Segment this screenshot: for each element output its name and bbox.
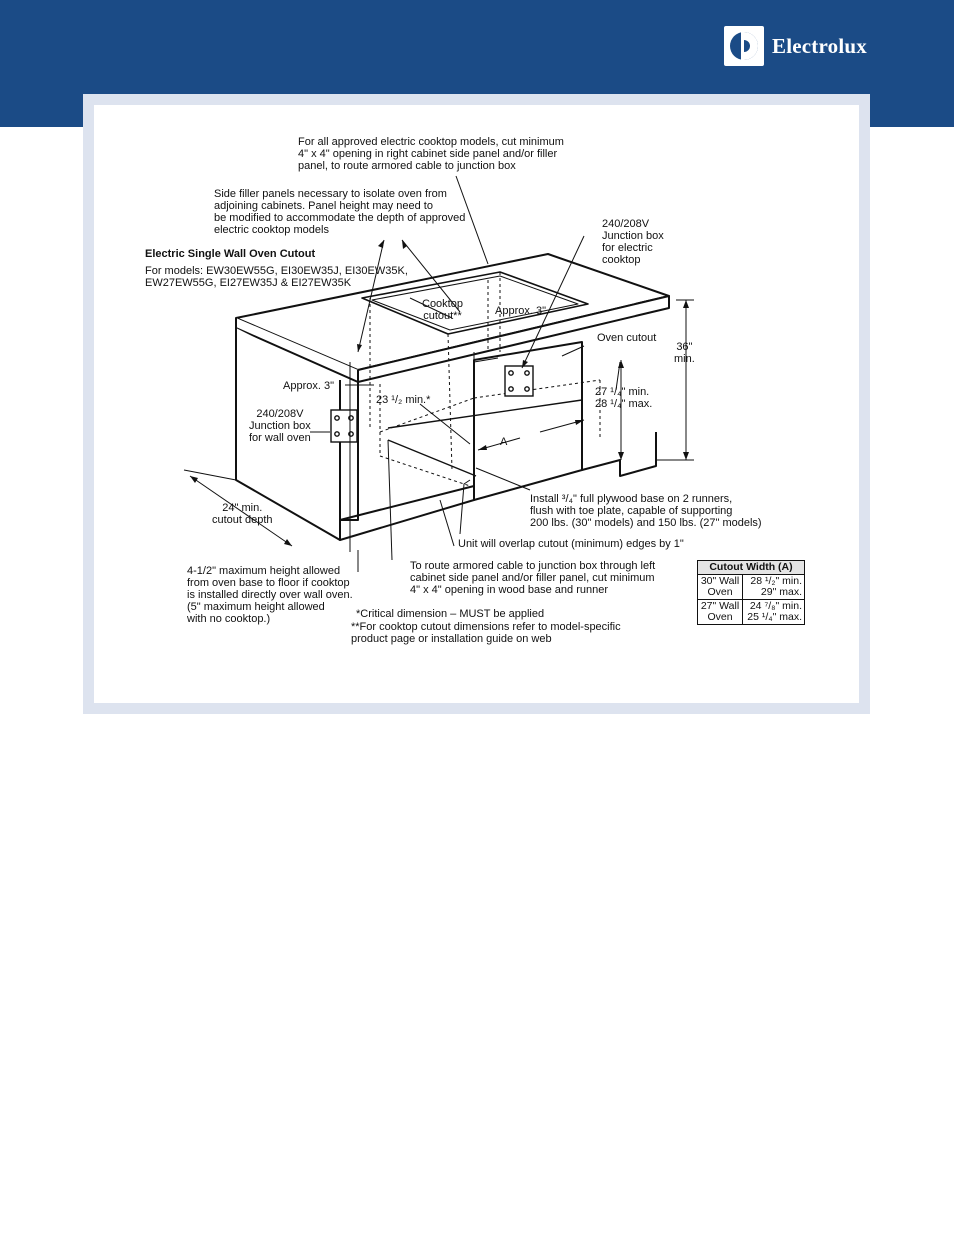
dimension-36-min: 36" min. [674,341,695,365]
table-cell-value: 24 ⁷/₈" min. 25 ¹/₄" max. [743,600,805,625]
callout-cooktop-cutout: Cooktop cutout** [422,298,463,322]
brand-name: Electrolux [772,33,867,58]
callout-approx-3-left: Approx. 3" [283,380,334,392]
callout-side-filler: Side filler panels necessary to isolate oven from adjoining cabinets. Panel height may need to be modified to accommodate the depth of approved electric cooktop models [214,188,466,236]
table-cell-model: 27" Wall Oven [698,600,743,625]
table-cell-value: 28 ¹/₂" min. 29" max. [743,575,805,600]
callout-left-opening: To route armored cable to junction box through left cabinet side panel and/or filler panel, cut minimum 4" x 4" opening in wood base and runner [410,560,656,596]
cutout-table-header: Cutout Width (A) [698,561,805,575]
dimension-depth-23: 23 ¹/₂ min.* [376,394,431,406]
diagram-title: Electric Single Wall Oven Cutout [145,248,316,260]
cooktop-junction-box [505,366,533,396]
callout-overlap: Unit will overlap cutout (minimum) edges by 1" [458,538,684,550]
table-row [698,575,805,600]
callout-oven-cutout: Oven cutout [597,332,657,344]
wall-oven-junction-box [331,410,357,442]
table-cell-model: 30" Wall Oven [698,575,743,600]
callout-right-opening: For all approved electric cooktop models, cut minimum 4" x 4" opening in right cabinet side panel and/or filler panel, to route armored cable to junction box [298,136,564,172]
callout-plywood-base: Install ³/₄" full plywood base on 2 runners, flush with toe plate, capable of supporting 200 lbs. (30" models) and 150 lbs. (27" models) [530,493,762,529]
callout-jbox-wall-oven: 240/208V Junction box for wall oven [249,408,311,444]
diagram-models: For models: EW30EW55G, EI30EW35J, EI30EW35K, EW27EW55G, EI27EW35J & EI27EW35K [145,265,408,289]
dimension-oven-height: 27 ¹/₄" min. 28 ¹/₄" max. [595,386,653,410]
callout-jbox-cooktop: 240/208V Junction box for electric cooktop [602,218,664,266]
callout-max-height: 4-1/2" maximum height allowed from oven base to floor if cooktop is installed directly over wall oven. (5" maximum height allowed with no cooktop.) [187,565,353,625]
dimension-24-min: 24" min. cutout depth [212,502,273,526]
note-cooktop-reference: **For cooktop cutout dimensions refer to model-specific product page or installation guide on web [351,621,621,645]
table-row [698,600,805,625]
cutout-width-table [697,560,805,625]
note-critical: *Critical dimension – MUST be applied [356,608,545,620]
dimension-width-a: A [500,436,508,448]
callout-approx-3-top: Approx. 3" [495,305,546,317]
